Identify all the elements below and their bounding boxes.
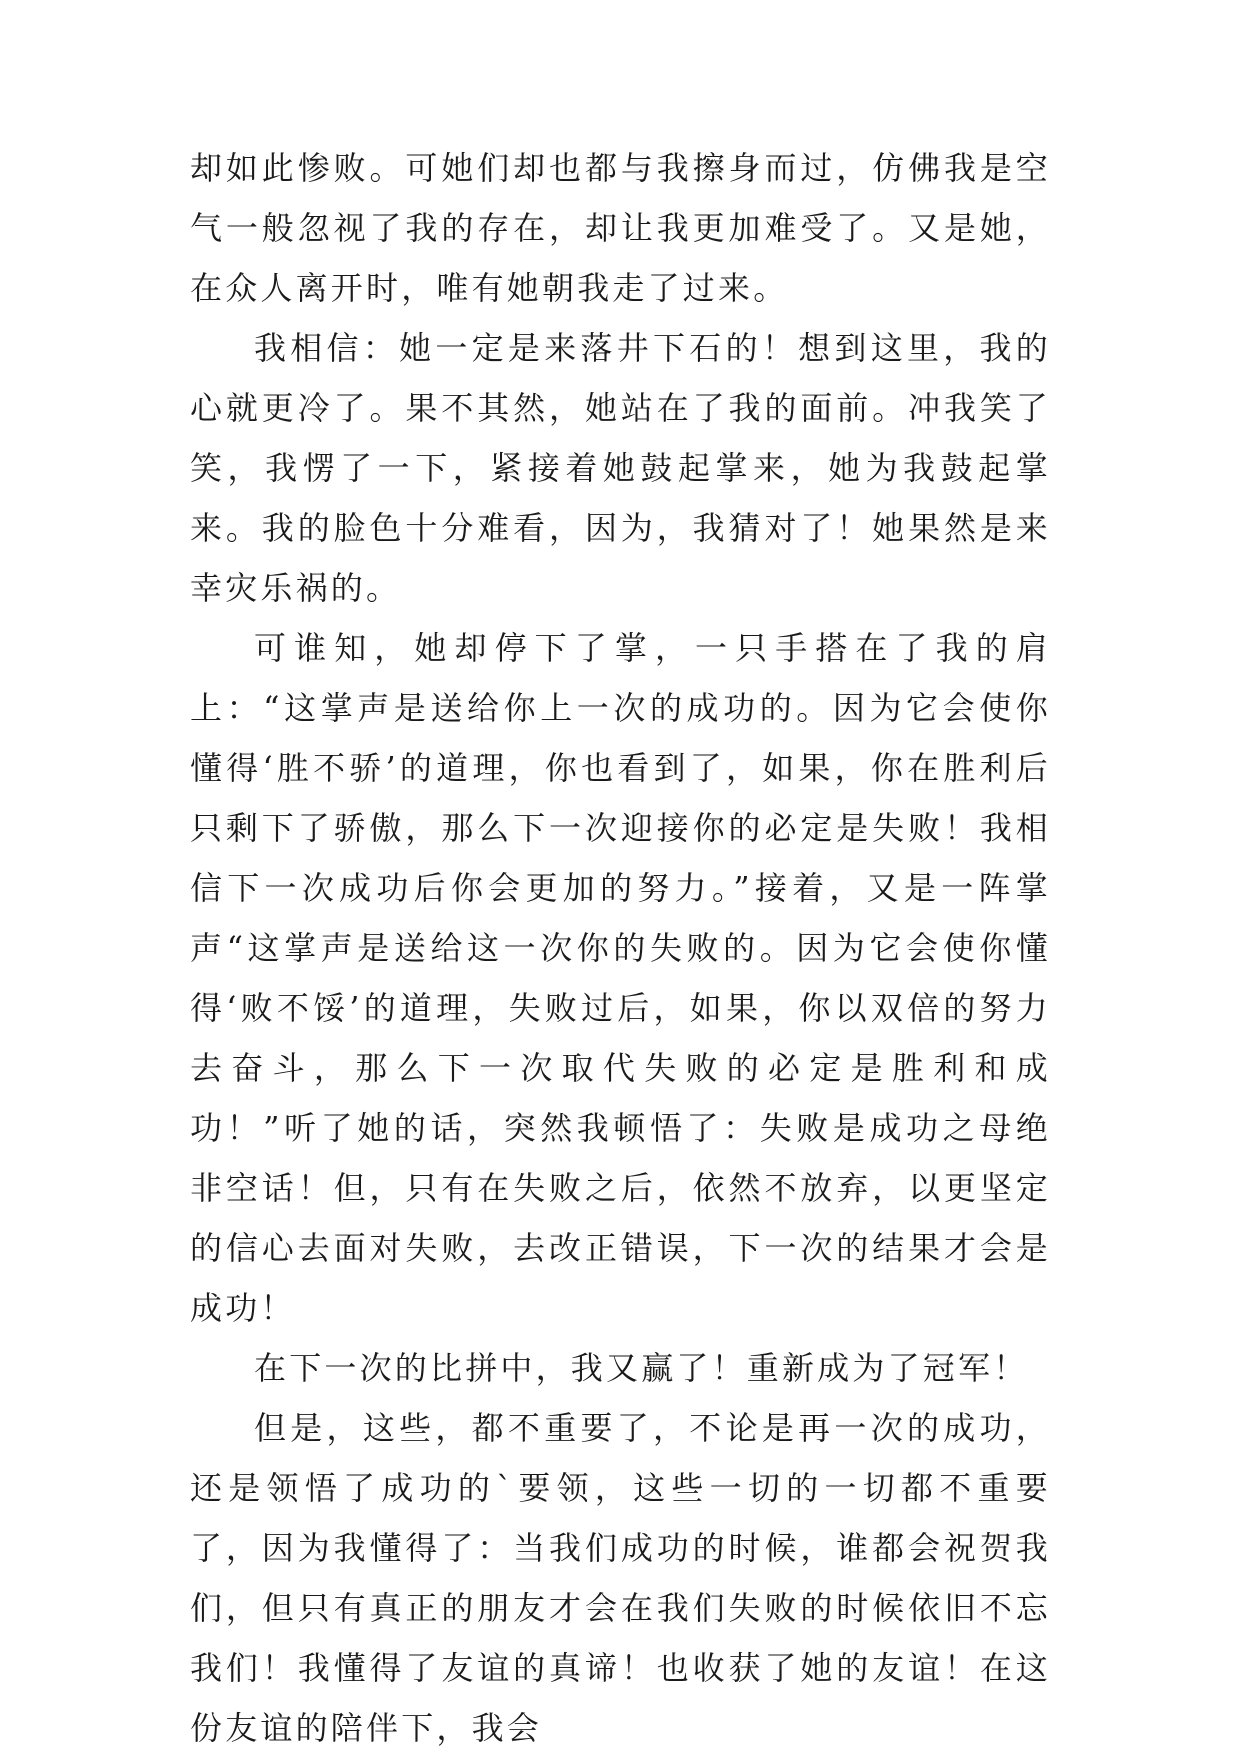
paragraph-1: 却如此惨败。可她们却也都与我擦身而过，仿佛我是空气一般忽视了我的存在，却让我更加难受了。又是她，在众人离开时，唯有她朝我走了过来。 — [190, 149, 1051, 307]
paragraph-3: 可谁知，她却停下了掌，一只手搭在了我的肩上：“这掌声是送给你上一次的成功的。因为它会使你懂得‘胜不骄’的道理，你也看到了，如果，你在胜利后只剩下了骄傲，那么下一次迎接你的必定是失败！我相信下一次成功后你会更加的努力。”接着，又是一阵掌声“这掌声是送给这一次你的失败的。因为它会使你懂得‘败不馁’的道理，失败过后，如果，你以双倍的努力去奋斗，那么下一次取代失败的必定是胜利和成功！”听了她的话，突然我顿悟了：失败是成功之母绝非空话！但，只有在失败之后，依然不放弃，以更坚定的信心去面对失败，去改正错误，下一次的结果才会是成功！ — [190, 629, 1051, 1327]
paragraph-5: 但是，这些，都不重要了，不论是再一次的成功，还是领悟了成功的`要领，这些一切的一切都不重要了，因为我懂得了：当我们成功的时候，谁都会祝贺我们，但只有真正的朋友才会在我们失败的时候依旧不忘我们！我懂得了友谊的真谛！也收获了她的友谊！在这份友谊的陪伴下，我会 — [190, 1409, 1051, 1747]
document-body — [190, 138, 1051, 1758]
paragraph-2: 我相信：她一定是来落井下石的！想到这里，我的心就更冷了。果不其然，她站在了我的面前。冲我笑了笑，我愣了一下，紧接着她鼓起掌来，她为我鼓起掌来。我的脸色十分难看，因为，我猜对了！她果然是来幸灾乐祸的。 — [190, 329, 1051, 607]
paragraph-4: 在下一次的比拼中，我又赢了！重新成为了冠军！ — [254, 1349, 1029, 1387]
